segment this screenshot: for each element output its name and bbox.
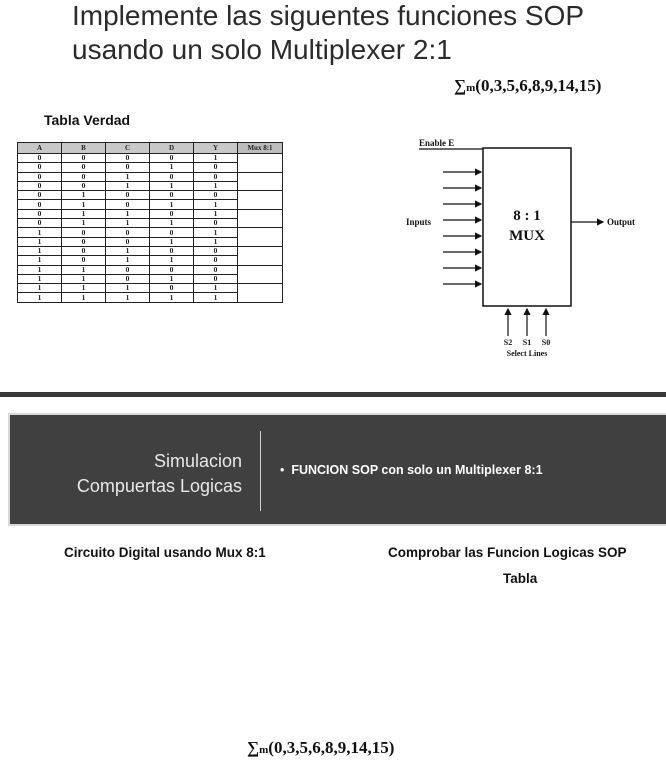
select-lines-caption: Select Lines xyxy=(506,349,548,358)
verify-subheading: Tabla xyxy=(503,571,538,586)
cell-a: 1 xyxy=(18,293,62,302)
output-label: Output xyxy=(607,217,636,227)
banner-title xyxy=(77,449,242,499)
cell-d: 1 xyxy=(150,293,194,302)
cell-d: 1 xyxy=(150,237,194,246)
cell-d: 1 xyxy=(150,219,194,228)
cell-c: 0 xyxy=(106,200,150,209)
cell-d: 0 xyxy=(150,154,194,163)
cell-a: 0 xyxy=(18,191,62,200)
cell-y: 1 xyxy=(194,237,238,246)
cell-mux-input xyxy=(238,246,283,265)
section-banner xyxy=(8,413,666,526)
cell-c: 1 xyxy=(106,256,150,265)
minterm-list: (0,3,5,6,8,9,14,15) xyxy=(268,738,395,757)
cell-y: 1 xyxy=(194,181,238,190)
cell-b: 1 xyxy=(62,209,106,218)
cell-a: 1 xyxy=(18,265,62,274)
cell-d: 0 xyxy=(150,172,194,181)
input-arrows xyxy=(443,172,481,284)
cell-b: 0 xyxy=(62,228,106,237)
cell-c: 1 xyxy=(106,246,150,255)
cell-y: 0 xyxy=(194,265,238,274)
enable-label: Enable E xyxy=(419,138,455,148)
cell-c: 0 xyxy=(106,237,150,246)
verify-heading: Comprobar las Funcion Logicas SOP xyxy=(388,545,627,560)
sop-expression-bottom xyxy=(247,738,394,758)
cell-y: 1 xyxy=(194,200,238,209)
page-title-line-1: Implemente las siguentes funciones SOP xyxy=(72,0,585,31)
banner-bullet-item xyxy=(280,463,543,477)
table-row xyxy=(18,172,283,181)
cell-b: 1 xyxy=(62,293,106,302)
cell-mux-input xyxy=(238,172,283,191)
truth-table-header-row xyxy=(18,143,283,154)
cell-y: 0 xyxy=(194,172,238,181)
cell-a: 0 xyxy=(18,181,62,190)
cell-a: 1 xyxy=(18,246,62,255)
cell-b: 1 xyxy=(62,274,106,283)
cell-b: 1 xyxy=(62,191,106,200)
truth-table-label: Tabla Verdad xyxy=(44,112,131,128)
cell-c: 1 xyxy=(106,284,150,293)
header-d: D xyxy=(150,143,194,154)
cell-c: 0 xyxy=(106,163,150,172)
cell-a: 0 xyxy=(18,209,62,218)
table-row xyxy=(18,284,283,293)
cell-b: 1 xyxy=(62,265,106,274)
cell-d: 1 xyxy=(150,274,194,283)
inputs-label: Inputs xyxy=(406,217,432,227)
table-row xyxy=(18,209,283,218)
cell-a: 1 xyxy=(18,274,62,283)
cell-c: 0 xyxy=(106,265,150,274)
select-label-s1: S1 xyxy=(522,338,532,347)
cell-a: 1 xyxy=(18,284,62,293)
cell-a: 0 xyxy=(18,163,62,172)
cell-b: 0 xyxy=(62,256,106,265)
table-row xyxy=(18,246,283,255)
cell-mux-input xyxy=(238,265,283,284)
cell-mux-input xyxy=(238,228,283,247)
cell-b: 1 xyxy=(62,219,106,228)
cell-c: 0 xyxy=(106,154,150,163)
cell-d: 0 xyxy=(150,284,194,293)
cell-y: 1 xyxy=(194,228,238,237)
cell-c: 1 xyxy=(106,219,150,228)
cell-b: 0 xyxy=(62,181,106,190)
cell-a: 0 xyxy=(18,200,62,209)
cell-d: 1 xyxy=(150,181,194,190)
cell-b: 0 xyxy=(62,172,106,181)
cell-d: 1 xyxy=(150,163,194,172)
sigma-symbol: ∑ xyxy=(247,738,260,757)
minterm-list: (0,3,5,6,8,9,14,15) xyxy=(475,76,602,95)
truth-table xyxy=(17,142,283,303)
cell-mux-input xyxy=(238,154,283,173)
cell-b: 0 xyxy=(62,246,106,255)
banner-title-line-2: Compuertas Logicas xyxy=(76,476,242,496)
table-row xyxy=(18,191,283,200)
cell-b: 0 xyxy=(62,163,106,172)
cell-b: 0 xyxy=(62,154,106,163)
cell-y: 0 xyxy=(194,219,238,228)
cell-b: 0 xyxy=(62,237,106,246)
minterm-m: m xyxy=(259,744,269,756)
cell-d: 0 xyxy=(150,228,194,237)
cell-d: 0 xyxy=(150,265,194,274)
cell-b: 1 xyxy=(62,200,106,209)
banner-title-line-1: Simulacion xyxy=(153,451,242,471)
cell-c: 0 xyxy=(106,274,150,283)
cell-y: 1 xyxy=(194,154,238,163)
header-c: C xyxy=(106,143,150,154)
cell-d: 0 xyxy=(150,191,194,200)
mux-box-label: MUX xyxy=(509,228,545,244)
header-a: A xyxy=(18,143,62,154)
cell-a: 0 xyxy=(18,219,62,228)
circuit-heading: Circuito Digital usando Mux 8:1 xyxy=(64,545,266,560)
select-arrows xyxy=(508,309,546,336)
cell-y: 0 xyxy=(194,274,238,283)
minterm-m: m xyxy=(466,82,476,94)
cell-c: 1 xyxy=(106,209,150,218)
select-label-s2: S2 xyxy=(503,338,513,347)
cell-c: 1 xyxy=(106,293,150,302)
cell-d: 1 xyxy=(150,200,194,209)
cell-y: 1 xyxy=(194,209,238,218)
slide-separator xyxy=(0,392,666,397)
header-b: B xyxy=(62,143,106,154)
cell-y: 0 xyxy=(194,246,238,255)
cell-d: 0 xyxy=(150,246,194,255)
cell-a: 1 xyxy=(18,228,62,237)
cell-y: 1 xyxy=(194,284,238,293)
cell-d: 0 xyxy=(150,209,194,218)
mux-diagram xyxy=(395,130,655,365)
table-row xyxy=(18,265,283,274)
cell-y: 0 xyxy=(194,256,238,265)
banner-bullet-text: FUNCION SOP con solo un Multiplexer 8:1 xyxy=(291,463,543,477)
bullet-dot: • xyxy=(280,463,285,477)
cell-mux-input xyxy=(238,209,283,228)
cell-a: 1 xyxy=(18,256,62,265)
cell-a: 1 xyxy=(18,237,62,246)
banner-divider xyxy=(260,431,261,511)
cell-d: 1 xyxy=(150,256,194,265)
mux-box-ratio: 8 : 1 xyxy=(513,208,541,224)
cell-c: 0 xyxy=(106,228,150,237)
cell-b: 1 xyxy=(62,284,106,293)
mux-box xyxy=(483,148,571,306)
cell-a: 0 xyxy=(18,172,62,181)
sop-expression-top xyxy=(454,76,601,96)
cell-c: 1 xyxy=(106,181,150,190)
cell-c: 1 xyxy=(106,172,150,181)
truth-table-body xyxy=(18,154,283,303)
header-y: Y xyxy=(194,143,238,154)
table-row xyxy=(18,228,283,237)
cell-y: 0 xyxy=(194,163,238,172)
cell-c: 0 xyxy=(106,191,150,200)
cell-mux-input xyxy=(238,191,283,210)
cell-a: 0 xyxy=(18,154,62,163)
header-mux: Mux 8:1 xyxy=(238,143,283,154)
cell-y: 1 xyxy=(194,293,238,302)
select-label-s0: S0 xyxy=(541,338,551,347)
sigma-symbol: ∑ xyxy=(454,76,467,95)
cell-y: 0 xyxy=(194,191,238,200)
page-title-line-2: usando un solo Multiplexer 2:1 xyxy=(72,34,452,65)
cell-mux-input xyxy=(238,284,283,303)
table-row xyxy=(18,154,283,163)
